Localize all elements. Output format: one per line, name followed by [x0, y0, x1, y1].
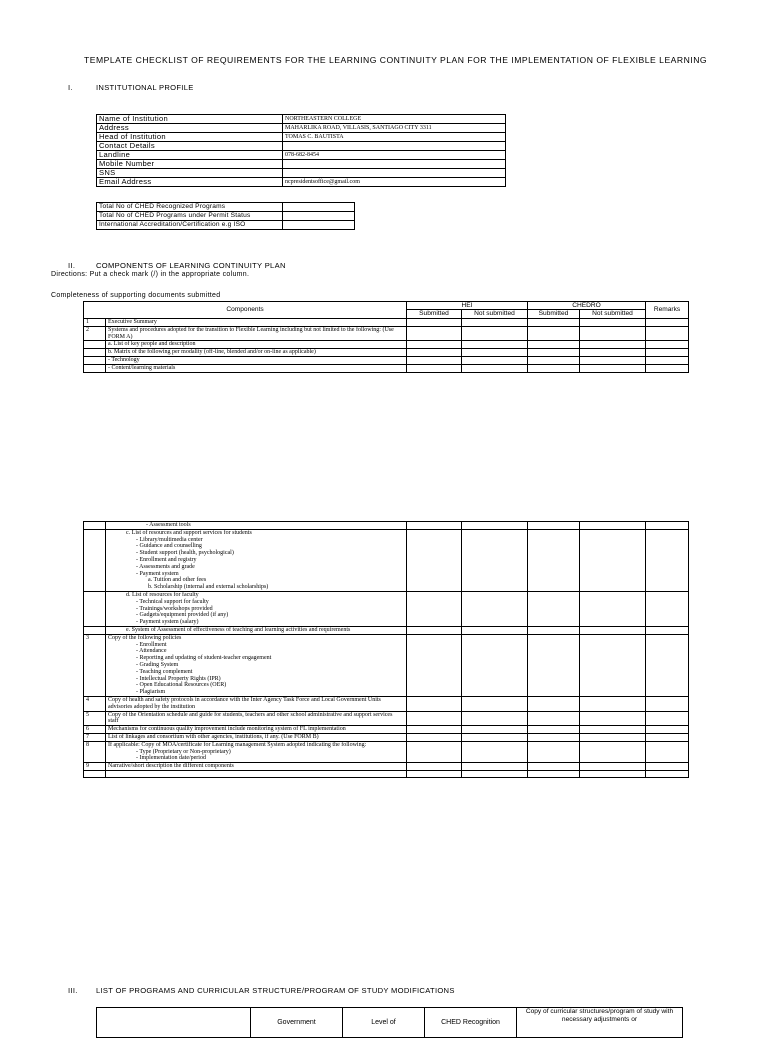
- hei-not-submitted-cell: [462, 356, 528, 364]
- hei-submitted-cell: [407, 696, 462, 711]
- chedro-not-submitted-cell: [580, 626, 646, 634]
- hei-submitted-cell: [407, 591, 462, 626]
- chedro-submitted-cell: [528, 591, 580, 626]
- hei-not-submitted-cell: [462, 522, 528, 530]
- hei-submitted-cell: [407, 741, 462, 762]
- hei-not-submitted-cell: [462, 696, 528, 711]
- checklist-table-part-2: [83, 521, 689, 778]
- checklist-item-number: [84, 356, 106, 364]
- chedro-not-submitted-cell: [580, 529, 646, 591]
- chedro-not-submitted-cell: [580, 770, 646, 777]
- remarks-cell: [646, 711, 689, 726]
- checklist-item-number: [84, 770, 106, 777]
- chedro-submitted-header: Submitted: [528, 310, 580, 319]
- checklist-line: Mechanisms for continuous quality improvement include monitoring system of FL implementation: [108, 726, 346, 733]
- program-header-government: Government: [251, 1008, 343, 1038]
- checklist-line: - Technical support for faculty: [136, 598, 209, 605]
- chedro-not-submitted-cell: [580, 711, 646, 726]
- remarks-cell: [646, 634, 689, 696]
- hei-not-submitted-cell: [462, 364, 528, 372]
- section-2-number: II.: [68, 261, 76, 270]
- checklist-item-text: - Technology: [106, 356, 407, 364]
- profile-value: 078-682-8454: [283, 151, 506, 160]
- hei-submitted-cell: [407, 364, 462, 372]
- chedro-submitted-cell: [528, 770, 580, 777]
- chedro-submitted-cell: [528, 364, 580, 372]
- profile-value: MAHARLIKA ROAD, VILLASIS, SANTIAGO CITY 3311: [283, 124, 506, 133]
- checklist-line: - Teaching complement: [136, 668, 193, 675]
- profile-label: SNS: [97, 169, 283, 178]
- hei-submitted-cell: [407, 326, 462, 341]
- profile-value: [283, 160, 506, 169]
- remarks-cell: [646, 741, 689, 762]
- hei-submitted-cell: [407, 711, 462, 726]
- hei-submitted-cell: [407, 626, 462, 634]
- checklist-item-number: [84, 341, 106, 349]
- checklist-line: - Assessments and grade: [136, 563, 195, 570]
- chedro-not-submitted-cell: [580, 591, 646, 626]
- program-header-curricular: Copy of curricular structures/program of study with necessary adjustments or: [517, 1008, 683, 1038]
- profile-label: Email Address: [97, 178, 283, 187]
- hei-not-submitted-cell: [462, 529, 528, 591]
- checklist-item-number: [84, 591, 106, 626]
- profile-row: [97, 124, 506, 133]
- section-3-heading: LIST OF PROGRAMS AND CURRICULAR STRUCTURE/PROGRAM OF STUDY MODIFICATIONS: [96, 986, 455, 995]
- chedro-submitted-cell: [528, 341, 580, 349]
- checklist-row: [84, 349, 689, 357]
- profile-value: NORTHEASTERN COLLEGE: [283, 115, 506, 124]
- profile-label: Name of Institution: [97, 115, 283, 124]
- profile-value: ncpresidentsoffice@gmail.com: [283, 178, 506, 187]
- checklist-item-text: [106, 634, 407, 696]
- checklist-line: - Trainings/workshops provided: [136, 605, 213, 612]
- remarks-cell: [646, 770, 689, 777]
- remarks-cell: [646, 326, 689, 341]
- remarks-cell: [646, 341, 689, 349]
- hei-not-submitted-cell: [462, 733, 528, 741]
- profile-label: Mobile Number: [97, 160, 283, 169]
- checklist-line: e. System of Assessment of effectiveness of teaching and learning activities and requirements: [126, 626, 351, 633]
- profile-row: [97, 160, 506, 169]
- checklist-line: If applicable: Copy of MOA/certificate for Learning management System adopted indicating the following:: [108, 741, 367, 748]
- checklist-row: [84, 733, 689, 741]
- chedro-not-submitted-header: Not submitted: [580, 310, 646, 319]
- checklist-line: - Enrollment and registry: [136, 556, 197, 563]
- profile-row: [97, 133, 506, 142]
- checklist-row: [84, 522, 689, 530]
- institution-profile-table: [96, 114, 506, 187]
- hei-not-submitted-cell: [462, 591, 528, 626]
- profile-label: Landline: [97, 151, 283, 160]
- checklist-line: [108, 771, 404, 777]
- chedro-not-submitted-cell: [580, 741, 646, 762]
- profile-row: [97, 115, 506, 124]
- totals-row: [97, 203, 355, 212]
- chedro-not-submitted-cell: [580, 733, 646, 741]
- checklist-item-number: 6: [84, 726, 106, 734]
- chedro-not-submitted-cell: [580, 726, 646, 734]
- hei-header: HEI: [407, 302, 528, 310]
- chedro-submitted-cell: [528, 626, 580, 634]
- chedro-submitted-cell: [528, 326, 580, 341]
- checklist-item-number: 9: [84, 763, 106, 771]
- remarks-cell: [646, 364, 689, 372]
- checklist-row: [84, 326, 689, 341]
- profile-row: [97, 142, 506, 151]
- hei-submitted-cell: [407, 356, 462, 364]
- hei-not-submitted-cell: [462, 711, 528, 726]
- checklist-item-text: [106, 626, 407, 634]
- hei-submitted-cell: [407, 763, 462, 771]
- hei-not-submitted-cell: [462, 319, 528, 327]
- chedro-submitted-cell: [528, 741, 580, 762]
- section-3-number: III.: [68, 986, 78, 995]
- checklist-item-text: [106, 522, 407, 530]
- checklist-item-text: [106, 763, 407, 771]
- hei-not-submitted-cell: [462, 726, 528, 734]
- checklist-item-number: 3: [84, 634, 106, 696]
- components-header: Components: [84, 302, 407, 319]
- profile-value: TOMAS C. BAUTISTA: [283, 133, 506, 142]
- chedro-not-submitted-cell: [580, 326, 646, 341]
- checklist-item-number: [84, 349, 106, 357]
- checklist-row: [84, 529, 689, 591]
- checklist-line: List of linkages and consortium with other agencies, institutions, if any. (Use FORM B): [108, 733, 319, 740]
- checklist-row: [84, 711, 689, 726]
- checklist-item-text: [106, 591, 407, 626]
- checklist-line: - Grading System: [136, 661, 179, 668]
- checklist-line: - Payment system (salary): [136, 619, 199, 626]
- section-2-heading: COMPONENTS OF LEARNING CONTINUITY PLAN: [96, 261, 286, 270]
- profile-value: [283, 169, 506, 178]
- totals-row: [97, 221, 355, 230]
- hei-not-submitted-cell: [462, 341, 528, 349]
- checklist-item-number: [84, 364, 106, 372]
- checklist-line: Copy of the following policies: [108, 634, 182, 641]
- hei-not-submitted-cell: [462, 349, 528, 357]
- checklist-item-text: [106, 726, 407, 734]
- checklist-item-text: [106, 770, 407, 777]
- hei-submitted-cell: [407, 726, 462, 734]
- remarks-cell: [646, 522, 689, 530]
- checklist-item-number: [84, 626, 106, 634]
- remarks-cell: [646, 356, 689, 364]
- checklist-row: [84, 356, 689, 364]
- chedro-not-submitted-cell: [580, 763, 646, 771]
- program-header-level: Level of: [343, 1008, 425, 1038]
- chedro-not-submitted-cell: [580, 341, 646, 349]
- checklist-line: - Gadgets/equipment provided (if any): [136, 612, 229, 619]
- completeness-text: Completeness of supporting documents submitted: [51, 292, 221, 299]
- checklist-line: - Type (Proprietary or Non-proprietary): [136, 748, 231, 755]
- hei-not-submitted-cell: [462, 741, 528, 762]
- chedro-not-submitted-cell: [580, 349, 646, 357]
- chedro-not-submitted-cell: [580, 634, 646, 696]
- checklist-item-number: 4: [84, 696, 106, 711]
- checklist-item-text: [106, 529, 407, 591]
- program-totals-table: [96, 202, 355, 230]
- hei-not-submitted-cell: [462, 326, 528, 341]
- checklist-line: - Student support (health, psychological): [136, 550, 234, 557]
- checklist-table-part-1: [83, 301, 689, 373]
- hei-not-submitted-header: Not submitted: [462, 310, 528, 319]
- checklist-row: [84, 341, 689, 349]
- checklist-row: [84, 763, 689, 771]
- profile-row: [97, 178, 506, 187]
- hei-submitted-cell: [407, 522, 462, 530]
- checklist-item-number: [84, 522, 106, 530]
- checklist-row: [84, 770, 689, 777]
- remarks-cell: [646, 696, 689, 711]
- checklist-line: - Implementation date/period: [136, 755, 206, 762]
- checklist-item-text: [106, 711, 407, 726]
- hei-not-submitted-cell: [462, 634, 528, 696]
- remarks-header: Remarks: [646, 302, 689, 319]
- checklist-row: [84, 364, 689, 372]
- hei-submitted-cell: [407, 634, 462, 696]
- profile-label: Address: [97, 124, 283, 133]
- chedro-not-submitted-cell: [580, 696, 646, 711]
- programs-table: [96, 1007, 683, 1038]
- remarks-cell: [646, 349, 689, 357]
- remarks-cell: [646, 529, 689, 591]
- checklist-line: - Reporting and updating of student-teacher engagement: [136, 655, 272, 662]
- hei-submitted-cell: [407, 319, 462, 327]
- checklist-row: [84, 726, 689, 734]
- checklist-row: [84, 634, 689, 696]
- checklist-line: - Plagiarism: [136, 689, 166, 696]
- totals-label: Total No of CHED Programs under Permit Status: [97, 212, 283, 221]
- checklist-line: - Enrollment: [136, 641, 167, 648]
- chedro-submitted-cell: [528, 696, 580, 711]
- checklist-line: Copy of health and safety protocols in accordance with the Inter Agency Task Force and Local Government Units advisories adopted by the institution: [108, 696, 381, 710]
- totals-value: [283, 212, 355, 221]
- checklist-item-number: 5: [84, 711, 106, 726]
- checklist-line: Copy of the Orientation schedule and guide for students, teachers and other school administrative and support services staff: [108, 711, 393, 725]
- checklist-line: - Assessment tools: [146, 522, 191, 528]
- remarks-cell: [646, 733, 689, 741]
- checklist-item-text: [106, 696, 407, 711]
- checklist-row: [84, 741, 689, 762]
- checklist-row: [84, 591, 689, 626]
- profile-label: Head of Institution: [97, 133, 283, 142]
- chedro-submitted-cell: [528, 529, 580, 591]
- checklist-line: c. List of resources and support services for students: [126, 529, 252, 536]
- checklist-item-number: 8: [84, 741, 106, 762]
- hei-submitted-cell: [407, 770, 462, 777]
- checklist-line: b. Scholarship (internal and external scholarships): [148, 584, 269, 591]
- checklist-item-text: a. List of key people and description: [106, 341, 407, 349]
- section-1-heading: INSTITUTIONAL PROFILE: [96, 83, 194, 92]
- chedro-not-submitted-cell: [580, 364, 646, 372]
- checklist-line: - Payment system: [136, 570, 179, 577]
- hei-submitted-cell: [407, 349, 462, 357]
- chedro-submitted-cell: [528, 356, 580, 364]
- profile-row: [97, 169, 506, 178]
- chedro-header: CHEDRO: [528, 302, 646, 310]
- chedro-submitted-cell: [528, 711, 580, 726]
- checklist-item-text: Executive Summary: [106, 319, 407, 327]
- checklist-item-number: 1: [84, 319, 106, 327]
- program-header-col1: [97, 1008, 251, 1038]
- program-header-ched-recognition: CHED Recognition: [425, 1008, 517, 1038]
- totals-row: [97, 212, 355, 221]
- checklist-item-number: 7: [84, 733, 106, 741]
- checklist-line: - Library/multimedia center: [136, 536, 203, 543]
- totals-label: International Accreditation/Certification e.g ISO: [97, 221, 283, 230]
- checklist-item-number: 2: [84, 326, 106, 341]
- remarks-cell: [646, 626, 689, 634]
- checklist-row: [84, 626, 689, 634]
- hei-not-submitted-cell: [462, 770, 528, 777]
- chedro-not-submitted-cell: [580, 356, 646, 364]
- totals-value: [283, 221, 355, 230]
- totals-label: Total No of CHED Recognized Programs: [97, 203, 283, 212]
- remarks-cell: [646, 319, 689, 327]
- remarks-cell: [646, 591, 689, 626]
- hei-submitted-header: Submitted: [407, 310, 462, 319]
- hei-submitted-cell: [407, 733, 462, 741]
- chedro-submitted-cell: [528, 634, 580, 696]
- hei-submitted-cell: [407, 341, 462, 349]
- checklist-item-text: - Content/learning materials: [106, 364, 407, 372]
- checklist-line: a. Tuition and other fees: [148, 577, 207, 584]
- checklist-line: - Guidance and counselling: [136, 543, 202, 550]
- checklist-line: - Attendance: [136, 648, 167, 655]
- remarks-cell: [646, 726, 689, 734]
- checklist-row: [84, 696, 689, 711]
- section-1-number: I.: [68, 83, 73, 92]
- chedro-submitted-cell: [528, 319, 580, 327]
- chedro-submitted-cell: [528, 522, 580, 530]
- hei-not-submitted-cell: [462, 763, 528, 771]
- profile-row: [97, 151, 506, 160]
- checklist-line: - Intellectual Property Rights (IPR): [136, 675, 221, 682]
- checklist-item-text: [106, 741, 407, 762]
- checklist-line: Narrative/short description the different components: [108, 763, 234, 770]
- chedro-submitted-cell: [528, 763, 580, 771]
- document-title: TEMPLATE CHECKLIST OF REQUIREMENTS FOR THE LEARNING CONTINUITY PLAN FOR THE IMPLEMENTATION OF FLEXIBLE LEARNING: [84, 55, 708, 65]
- profile-label: Contact Details: [97, 142, 283, 151]
- directions-text: Directions: Put a check mark (/) in the appropriate column.: [51, 271, 250, 278]
- checklist-row: [84, 319, 689, 327]
- checklist-line: d. List of resources for faculty: [126, 591, 199, 598]
- totals-value: [283, 203, 355, 212]
- checklist-item-number: [84, 529, 106, 591]
- profile-value: [283, 142, 506, 151]
- checklist-item-text: [106, 733, 407, 741]
- checklist-item-text: Systems and procedures adopted for the transition to Flexible Learning including but not limited to the following: (Use FORM A): [106, 326, 407, 341]
- hei-submitted-cell: [407, 529, 462, 591]
- chedro-submitted-cell: [528, 726, 580, 734]
- chedro-not-submitted-cell: [580, 522, 646, 530]
- chedro-submitted-cell: [528, 349, 580, 357]
- remarks-cell: [646, 763, 689, 771]
- checklist-line: - Open Educational Resources (OER): [136, 682, 227, 689]
- hei-not-submitted-cell: [462, 626, 528, 634]
- checklist-item-text: b. Matrix of the following per modality (off-line, blended and/or on-line as applicable): [106, 349, 407, 357]
- chedro-submitted-cell: [528, 733, 580, 741]
- chedro-not-submitted-cell: [580, 319, 646, 327]
